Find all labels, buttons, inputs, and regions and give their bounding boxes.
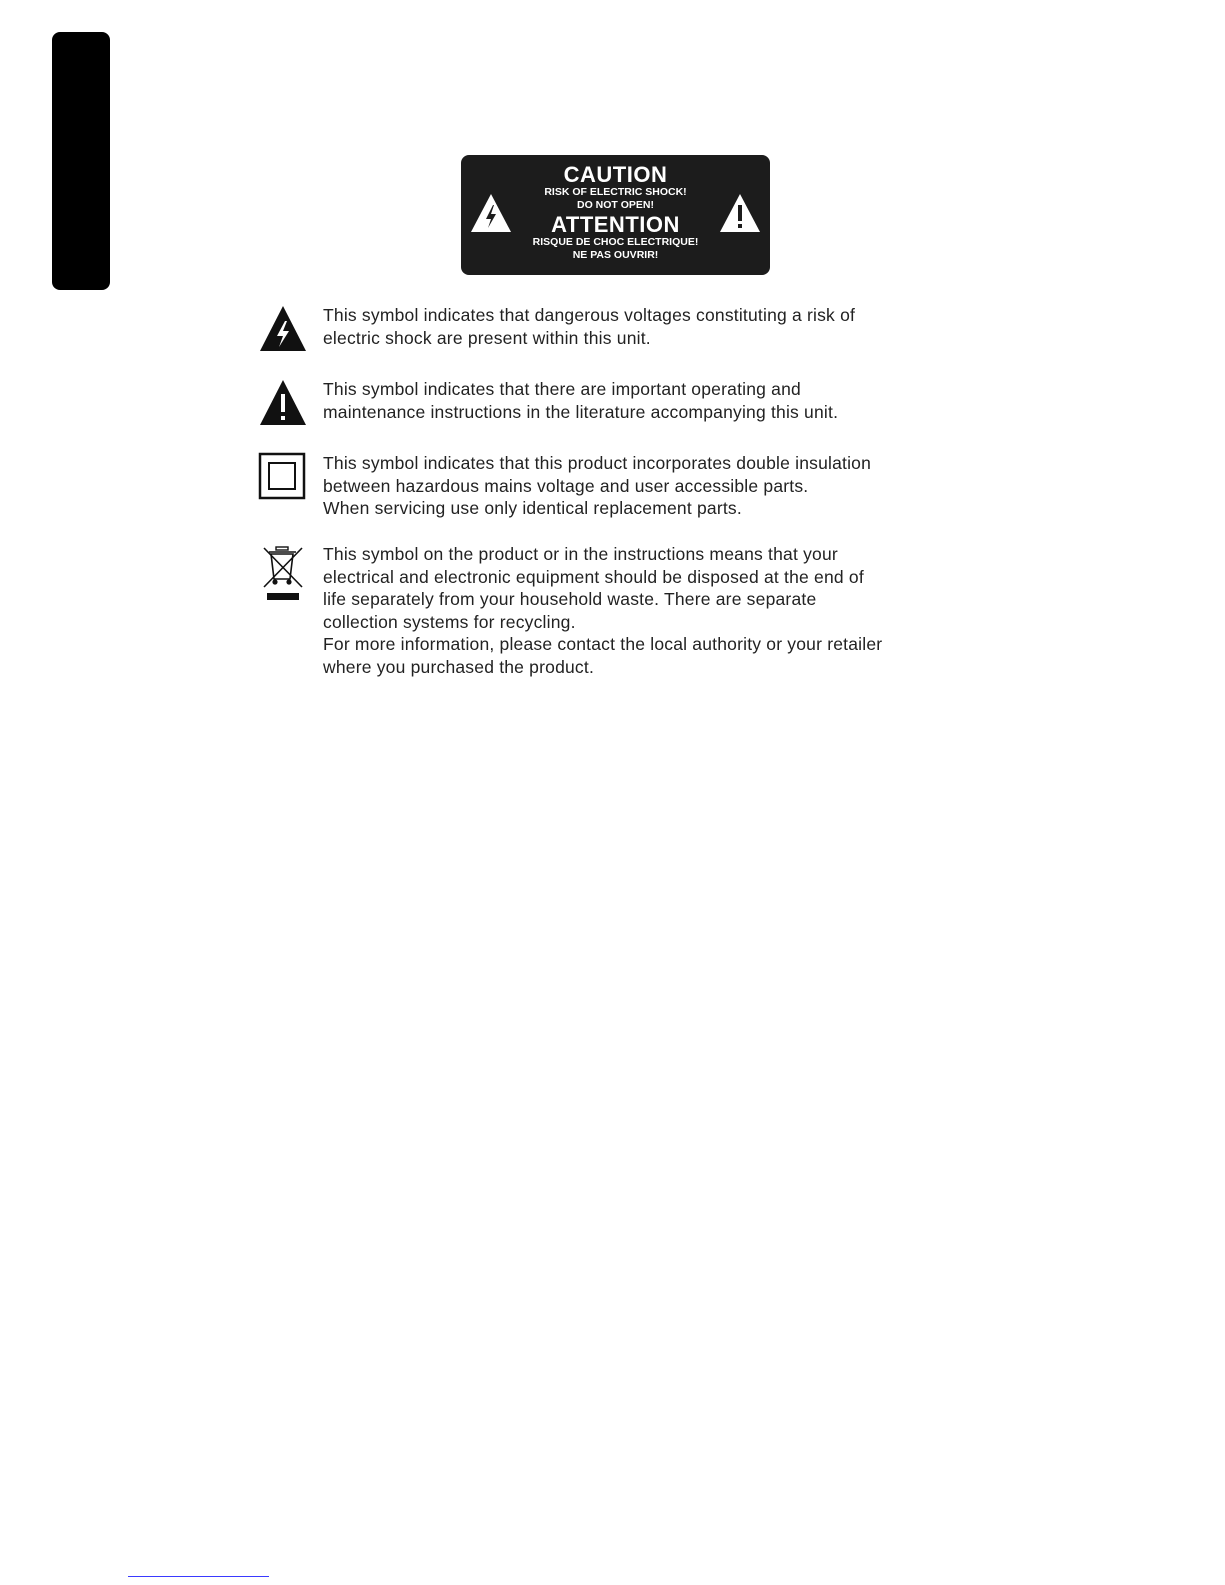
- footer-link-underline[interactable]: [128, 1576, 269, 1577]
- description-line: electrical and electronic equipment should be disposed at the end of: [323, 566, 864, 587]
- description-line: maintenance instructions in the literature accompanying this unit.: [323, 401, 839, 422]
- risk-text: RISK OF ELECTRIC SHOCK!: [544, 186, 687, 198]
- description-line: life separately from your household waste. There are separate: [323, 589, 817, 609]
- exclamation-triangle-icon: [718, 191, 762, 235]
- symbol-description: [323, 304, 1003, 349]
- symbol-description: [323, 452, 1003, 520]
- symbol-description: [323, 543, 1003, 678]
- description-line: electric shock are present within this unit.: [323, 327, 651, 348]
- description-line: collection systems for recycling.: [323, 611, 576, 632]
- attention-heading: ATTENTION: [551, 212, 680, 237]
- description-line: This symbol indicates that there are important operating and: [323, 379, 801, 399]
- description-line: When servicing use only identical replacement parts.: [323, 498, 742, 518]
- lightning-triangle-icon: [258, 304, 308, 354]
- description-line: This symbol on the product or in the instructions means that your: [323, 544, 838, 564]
- language-side-tab: [52, 32, 110, 290]
- description-line: This symbol indicates that this product incorporates double insulation: [323, 453, 872, 473]
- ne-pas-ouvrir-text: NE PAS OUVRIR!: [572, 249, 659, 261]
- caution-label: [461, 155, 770, 275]
- description-line: For more information, please contact the local authority or your retailer: [323, 634, 883, 654]
- description-line: This symbol indicates that dangerous voltages constituting a risk of: [323, 305, 856, 325]
- crossed-bin-weee-icon: [258, 543, 308, 605]
- description-line: between hazardous mains voltage and user accessible parts.: [323, 475, 809, 496]
- description-line: where you purchased the product.: [323, 656, 595, 677]
- do-not-open-text: DO NOT OPEN!: [576, 199, 654, 211]
- risque-text: RISQUE DE CHOC ELECTRIQUE!: [532, 236, 699, 248]
- symbol-description: [323, 378, 1003, 423]
- exclamation-triangle-icon: [258, 378, 308, 428]
- caution-heading: CAUTION: [563, 162, 668, 187]
- double-insulation-icon: [258, 452, 308, 502]
